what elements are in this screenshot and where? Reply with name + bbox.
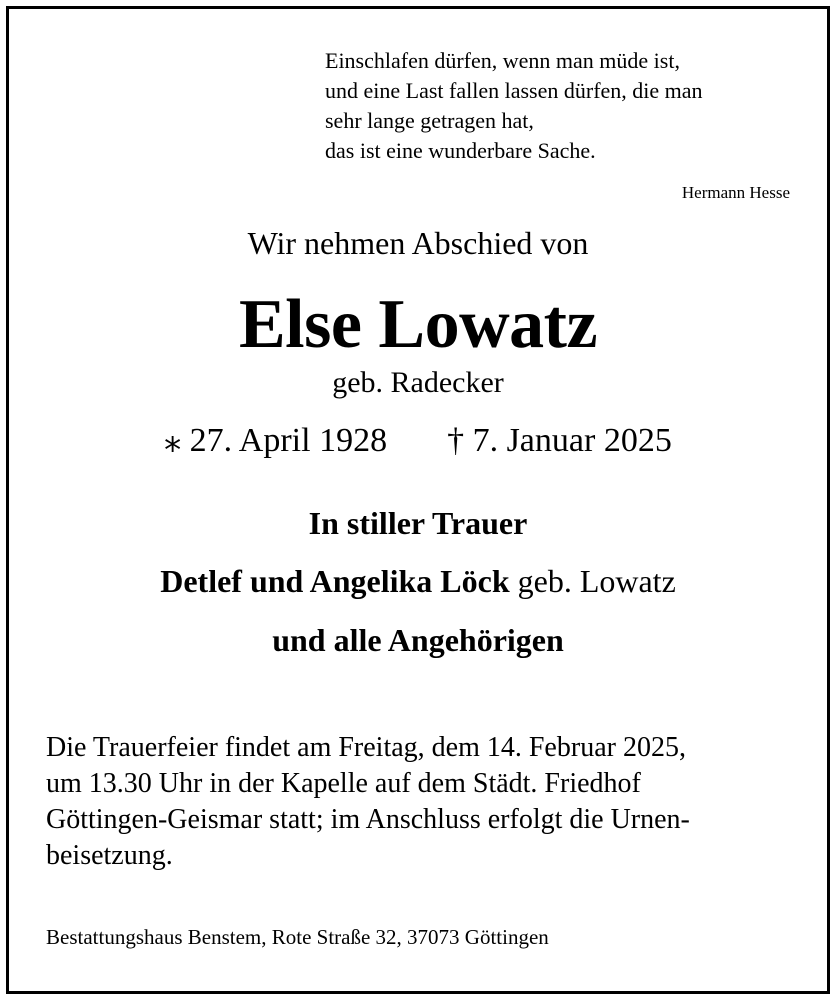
mourners-relatives: und alle Angehörigen xyxy=(272,622,564,658)
deceased-name: Else Lowatz xyxy=(238,286,598,363)
service-line: Die Trauerfeier findet am Freitag, dem 14. Februar 2025, xyxy=(46,732,686,763)
mourners-names xyxy=(0,563,836,600)
quote-line: und eine Last fallen lassen dürfen, die man xyxy=(325,78,703,103)
quote-line: sehr lange getragen hat, xyxy=(325,108,534,133)
mourners-maiden: geb. Lowatz xyxy=(509,563,676,599)
farewell-intro: Wir nehmen Abschied von xyxy=(247,225,589,261)
service-line: um 13.30 Uhr in der Kapelle auf dem Städt. Friedhof xyxy=(46,768,641,799)
mourners-primary: Detlef und Angelika Löck xyxy=(160,563,510,599)
quote-line: Einschlafen dürfen, wenn man müde ist, xyxy=(325,48,680,73)
mourning-heading: In stiller Trauer xyxy=(308,505,528,541)
service-line: Göttingen-Geismar statt; im Anschluss erfolgt die Urnen- xyxy=(46,804,690,835)
death-date: † 7. Januar 2025 xyxy=(447,422,672,459)
service-line: beisetzung. xyxy=(46,840,173,871)
maiden-name: geb. Radecker xyxy=(332,366,504,399)
hesse-quote xyxy=(325,46,795,166)
birth-date: ⁎ 27. April 1928 xyxy=(164,422,388,459)
life-dates xyxy=(0,420,836,460)
quote-author: Hermann Hesse xyxy=(681,183,790,202)
quote-line: das ist eine wunderbare Sache. xyxy=(325,138,596,163)
service-details xyxy=(46,730,806,874)
funeral-home: Bestattungshaus Benstem, Rote Straße 32, 37073 Göttingen xyxy=(46,925,549,949)
